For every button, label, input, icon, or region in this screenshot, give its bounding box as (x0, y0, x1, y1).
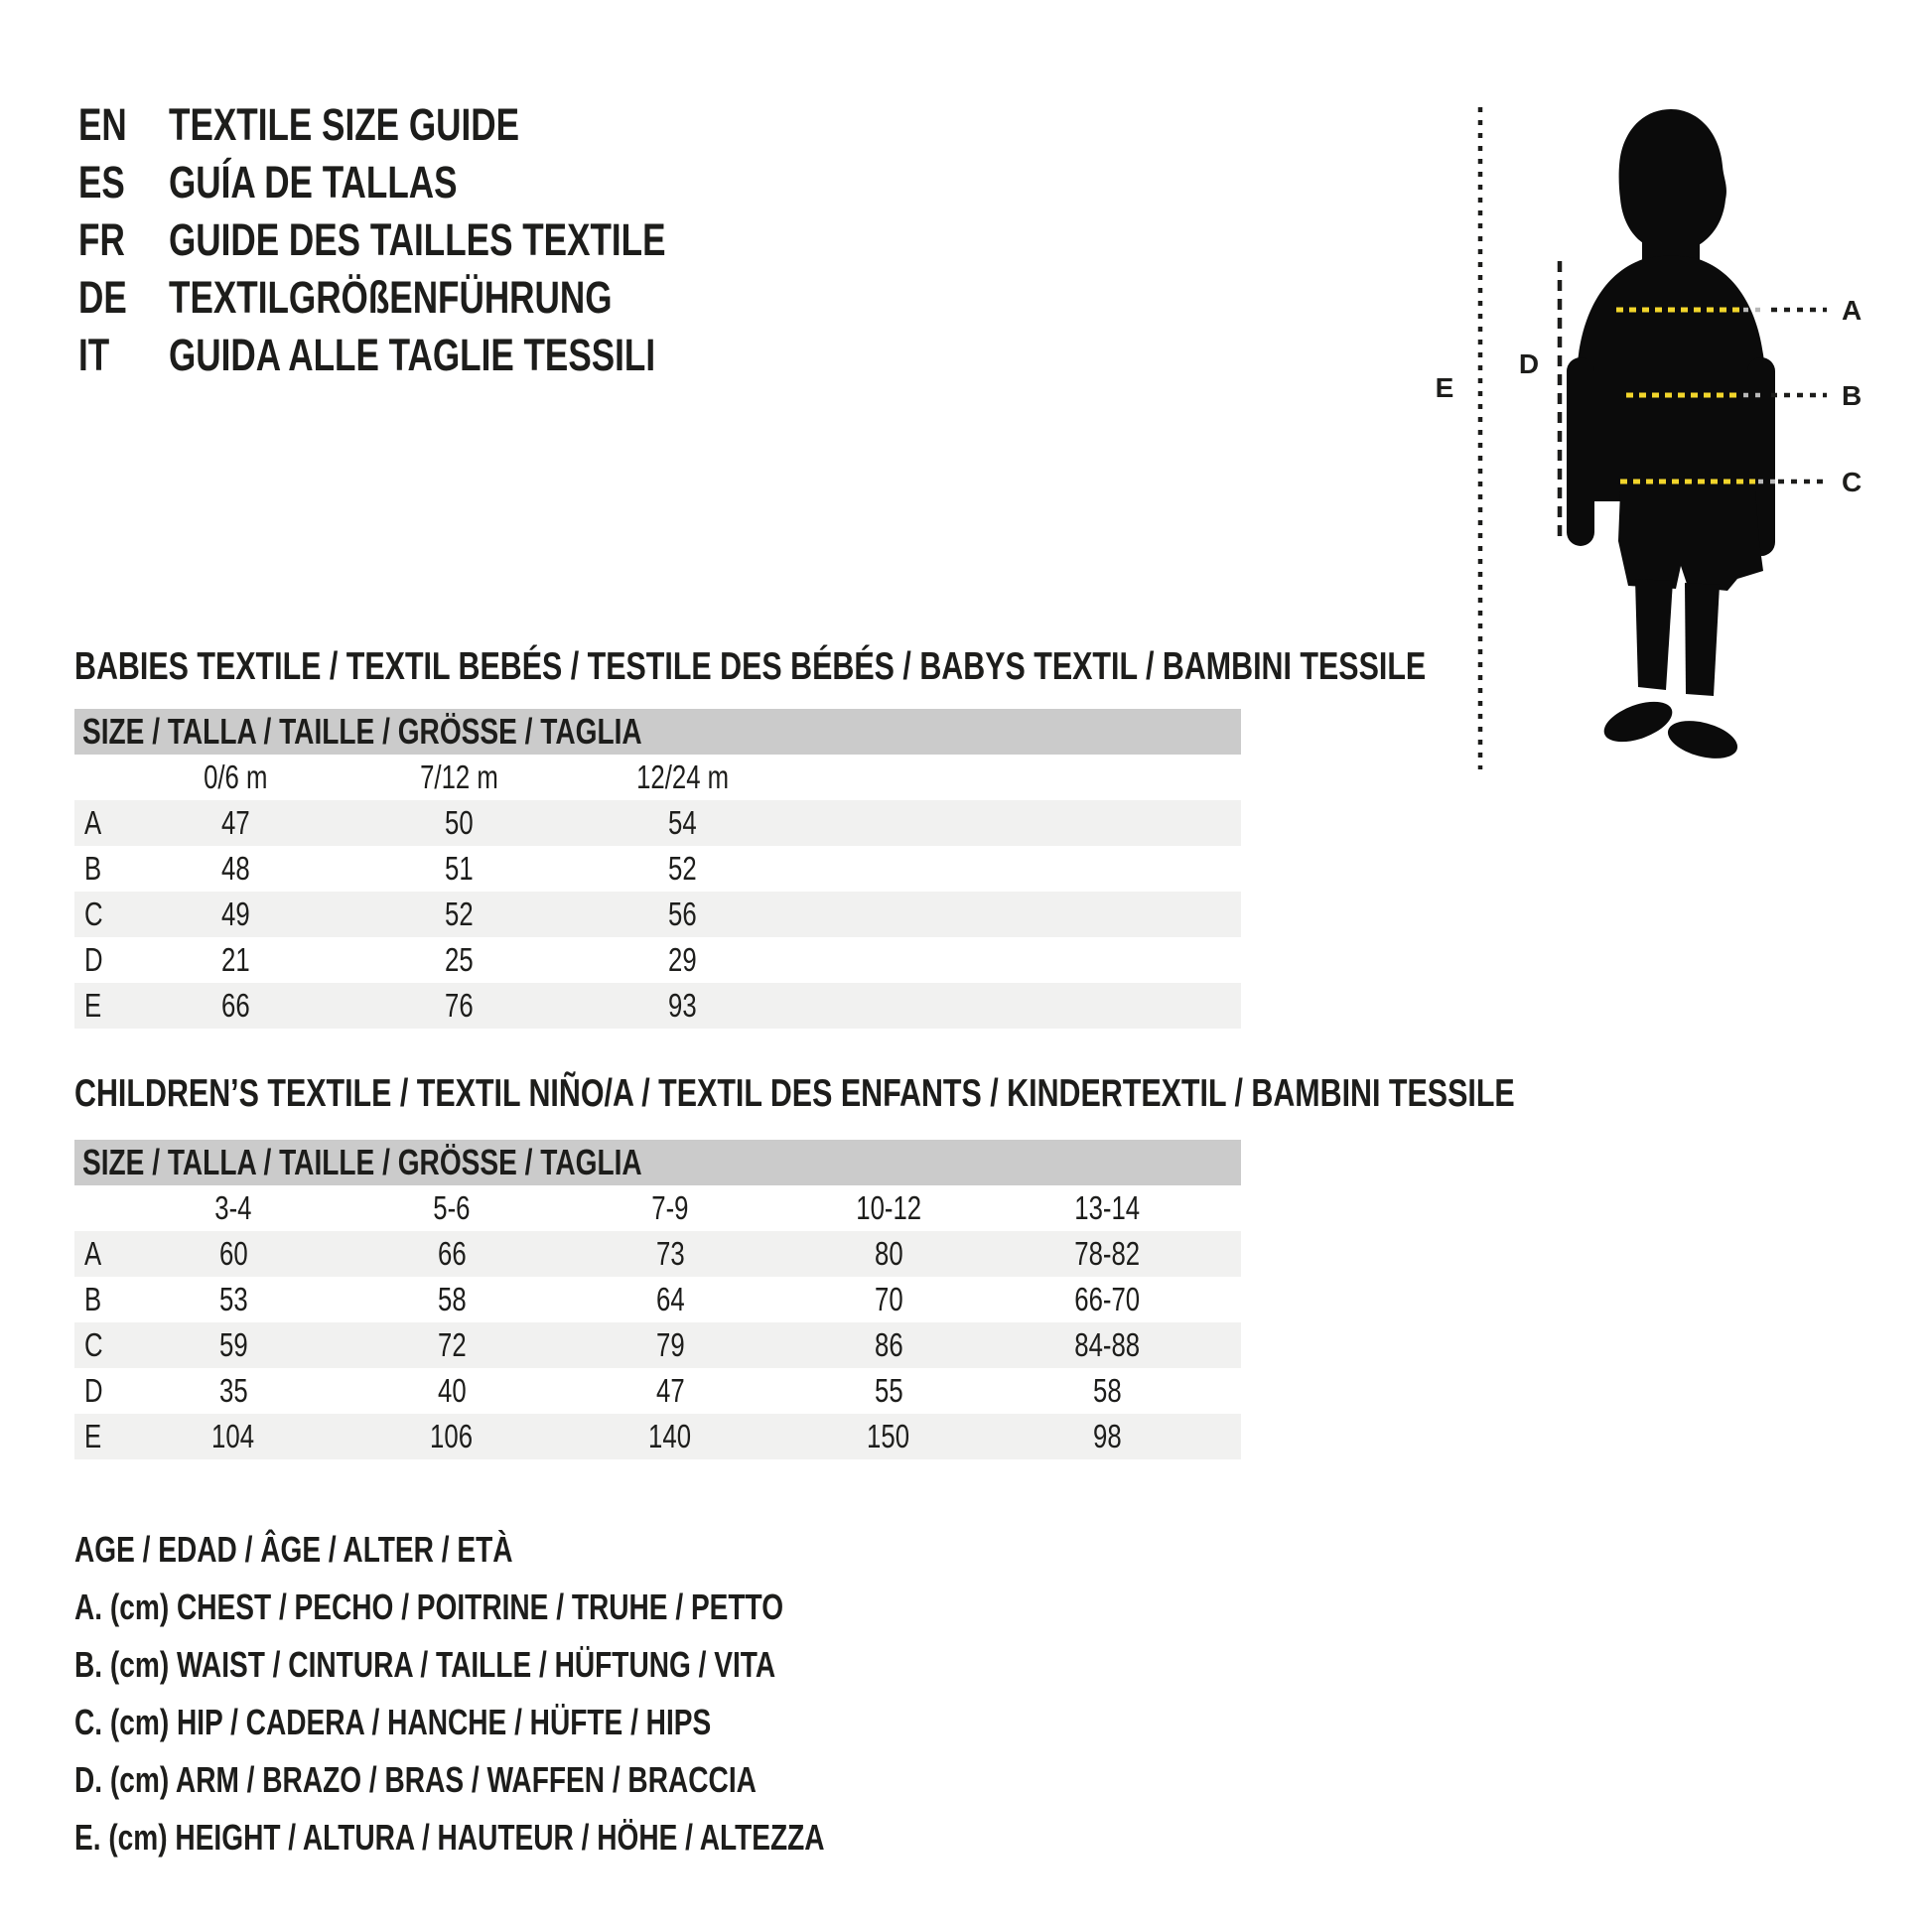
row-label: E (84, 1418, 102, 1454)
children-size-table (74, 1140, 1241, 1459)
silhouette-shorts (1618, 491, 1763, 591)
table-row: D 35 40 47 55 58 (84, 1372, 1122, 1409)
row-label: B (84, 850, 102, 887)
legend-waist: B. (cm) WAIST / CINTURA / TAILLE / HÜFTUNG / VITA (74, 1644, 776, 1685)
measure-label-b: B (1842, 380, 1863, 411)
table-row: E 66 76 93 (74, 983, 1241, 1029)
language-title-list (78, 96, 806, 384)
table-row: D 21 25 29 (84, 941, 697, 978)
row-label: D (84, 1372, 103, 1409)
silhouette-left-arm (1567, 357, 1594, 546)
language-code: IT (78, 330, 110, 380)
babies-col-0-6m: 0/6 m (204, 759, 268, 795)
row-label: A (84, 1235, 102, 1272)
children-col-5-6: 5-6 (433, 1189, 471, 1226)
language-row-fr (78, 211, 806, 269)
row-label: C (84, 1326, 103, 1363)
measure-label-a: A (1842, 295, 1863, 326)
silhouette-left-shoe (1598, 694, 1677, 751)
children-col-10-12: 10-12 (856, 1189, 921, 1226)
babies-size-header-bar: SIZE / TALLA / TAILLE / GRÖSSE / TAGLIA (74, 709, 1241, 755)
language-row-it (78, 327, 806, 384)
row-label: D (84, 941, 103, 978)
legend-hip: C. (cm) HIP / CADERA / HANCHE / HÜFTE / HIPS (74, 1702, 712, 1742)
table-row: E 104 106 140 150 98 (74, 1414, 1241, 1459)
table-row: B 48 51 52 (84, 850, 697, 887)
language-row-en (78, 96, 806, 154)
measure-label-d: D (1518, 348, 1540, 379)
babies-size-table (74, 709, 1241, 1029)
language-code: EN (78, 99, 127, 150)
guide-title-en: TEXTILE SIZE GUIDE (169, 99, 519, 150)
babies-column-header-row (74, 755, 1241, 800)
babies-section-heading: BABIES TEXTILE / TEXTIL BEBÉS / TESTILE DES BÉBÉS / BABYS TEXTIL / BAMBINI TESSILE (74, 645, 1427, 688)
row-label: B (84, 1281, 102, 1317)
measurement-legend (74, 1521, 1036, 1866)
table-row: A 60 66 73 80 78-82 (74, 1231, 1241, 1277)
children-section-heading: CHILDREN’S TEXTILE / TEXTIL NIÑO/A / TEXTIL DES ENFANTS / KINDERTEXTIL / BAMBINI TESSILE (74, 1072, 1515, 1115)
children-column-header-row (74, 1185, 1241, 1231)
language-code: ES (78, 157, 125, 207)
guide-title-it: GUIDA ALLE TAGLIE TESSILI (169, 330, 656, 380)
language-row-de (78, 269, 806, 327)
language-code: FR (78, 214, 125, 265)
table-row: A 47 50 54 (74, 800, 1241, 846)
language-code: DE (78, 272, 127, 323)
children-col-3-4: 3-4 (214, 1189, 252, 1226)
row-label: A (84, 804, 102, 841)
children-size-header-bar: SIZE / TALLA / TAILLE / GRÖSSE / TAGLIA (74, 1140, 1241, 1185)
measure-label-e: E (1435, 372, 1454, 403)
table-row: C 49 52 56 (74, 892, 1241, 937)
silhouette-right-shoe (1664, 714, 1741, 764)
legend-arm: D. (cm) ARM / BRAZO / BRAS / WAFFEN / BRACCIA (74, 1759, 757, 1800)
silhouette-torso (1573, 256, 1769, 501)
guide-title-es: GUÍA DE TALLAS (169, 157, 458, 207)
children-col-7-9: 7-9 (651, 1189, 689, 1226)
measure-label-c: C (1842, 467, 1863, 497)
legend-height: E. (cm) HEIGHT / ALTURA / HAUTEUR / HÖHE / ALTEZZA (74, 1817, 825, 1858)
language-row-es (78, 154, 806, 211)
measurement-figure (1430, 79, 1932, 804)
babies-col-12-24m: 12/24 m (635, 759, 730, 795)
legend-age: AGE / EDAD / ÂGE / ALTER / ETÀ (74, 1529, 513, 1570)
babies-col-7-12m: 7/12 m (420, 759, 498, 795)
row-label: E (84, 987, 102, 1024)
guide-title-de: TEXTILGRÖßENFÜHRUNG (169, 272, 613, 323)
table-row: B 53 58 64 70 66-70 (84, 1281, 1140, 1317)
children-col-13-14: 13-14 (1074, 1189, 1140, 1226)
guide-title-fr: GUIDE DES TAILLES TEXTILE (169, 214, 666, 265)
legend-chest: A. (cm) CHEST / PECHO / POITRINE / TRUHE / PETTO (74, 1587, 784, 1627)
row-label: C (84, 896, 103, 932)
table-row: C 59 72 79 86 84-88 (74, 1322, 1241, 1368)
